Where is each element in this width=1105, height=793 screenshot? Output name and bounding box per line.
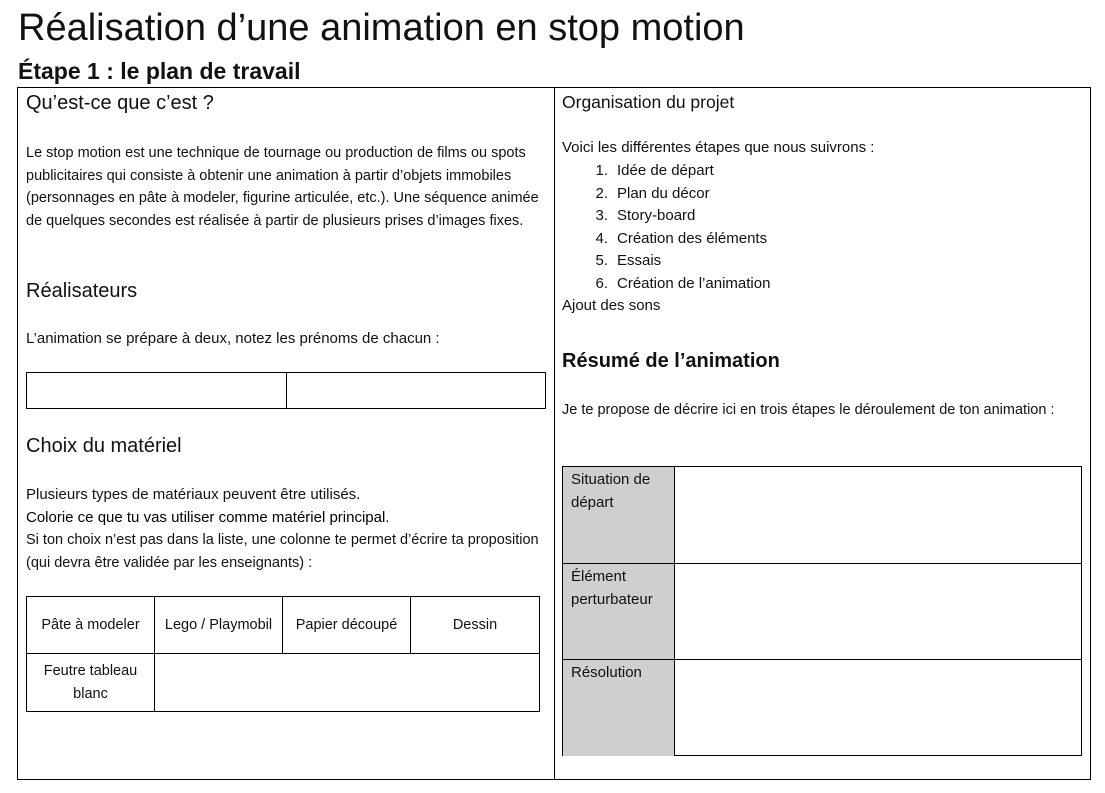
- summary-label: Résolution: [563, 660, 675, 756]
- list-item: [562, 228, 1082, 251]
- summary-label: Élément perturbateur: [563, 564, 675, 660]
- step-label: Création de l’animation: [617, 274, 771, 292]
- material-heading: Choix du matériel: [26, 435, 182, 457]
- summary-field-start[interactable]: [675, 467, 1081, 563]
- name-field-2[interactable]: [287, 373, 545, 408]
- summary-field-resolution[interactable]: [675, 660, 1081, 756]
- step-number: 5.: [595, 252, 608, 269]
- list-item: [562, 183, 1082, 206]
- column-divider: [554, 88, 555, 779]
- material-cell-pate[interactable]: [27, 597, 155, 654]
- org-heading: Organisation du projet: [562, 92, 735, 112]
- step-number: 3.: [595, 207, 608, 224]
- page-subtitle: Étape 1 : le plan de travail: [18, 58, 301, 84]
- steps-intro: Voici les différentes étapes que nous suivrons :: [562, 139, 875, 156]
- page-title: Réalisation d’une animation en stop motion: [18, 7, 745, 49]
- step-label: Idée de départ: [617, 162, 714, 179]
- names-table: [26, 372, 546, 409]
- summary-field-disruption[interactable]: [675, 564, 1081, 660]
- list-item: [562, 205, 1082, 228]
- step-number: 2.: [595, 184, 608, 202]
- material-cell-dessin[interactable]: [411, 597, 539, 654]
- table-row: [563, 563, 1081, 660]
- what-paragraph: Le stop motion est une technique de tournage ou production de films ou spots publicitaires qui consiste à obtenir une animation à partir d’objets immobiles (personnages en pâte à modeler, figurine articulée, etc.). Une séquence animée de quelques secondes est réalisée à partir de plusieurs prises d’images fixes.: [26, 145, 539, 229]
- material-line-3: Si ton choix n’est pas dans la liste, une colonne te permet d’écrire ta proposition (qui devra être validée par les enseignants) :: [26, 532, 539, 571]
- directors-heading: Réalisateurs: [26, 280, 138, 302]
- material-label: Dessin: [452, 616, 498, 633]
- material-cell-papier[interactable]: [283, 597, 411, 654]
- material-label: Lego / Playmobil: [164, 616, 273, 633]
- step-number: 4.: [595, 229, 608, 247]
- summary-heading: Résumé de l’animation: [562, 350, 780, 372]
- step-number: 6.: [595, 274, 608, 292]
- material-label: Feutre tableau blanc: [43, 663, 138, 702]
- step-label: Plan du décor: [617, 184, 710, 202]
- material-line-2: Colorie ce que tu vas utiliser comme matériel principal.: [26, 509, 390, 526]
- list-item: [562, 160, 1082, 183]
- material-line-1: Plusieurs types de matériaux peuvent être utilisés.: [26, 486, 361, 503]
- material-label: Papier découpé: [295, 616, 398, 633]
- step-label: Story-board: [617, 207, 696, 224]
- name-field-1[interactable]: [27, 373, 287, 408]
- list-item: [562, 250, 1082, 273]
- steps-list: [562, 160, 1082, 295]
- step-number: 1.: [595, 162, 608, 179]
- material-label: Pâte à modeler: [41, 616, 140, 633]
- summary-table: [562, 466, 1082, 756]
- material-cell-lego[interactable]: [155, 597, 283, 654]
- step-label: Création des éléments: [617, 229, 768, 247]
- table-row: [563, 467, 1081, 563]
- material-cell-feutre[interactable]: [27, 654, 155, 711]
- table-row: [563, 659, 1081, 756]
- summary-text: Je te propose de décrire ici en trois étapes le déroulement de ton animation :: [562, 402, 1055, 418]
- extra-step: Ajout des sons: [562, 297, 661, 314]
- what-heading: Qu’est-ce que c’est ?: [26, 92, 214, 114]
- materials-table: [26, 596, 540, 712]
- directors-text: L’animation se prépare à deux, notez les prénoms de chacun :: [26, 330, 440, 347]
- summary-label: Situation de départ: [563, 467, 675, 563]
- list-item: [562, 273, 1082, 296]
- step-label: Essais: [617, 252, 662, 269]
- material-proposal-cell[interactable]: [155, 654, 539, 711]
